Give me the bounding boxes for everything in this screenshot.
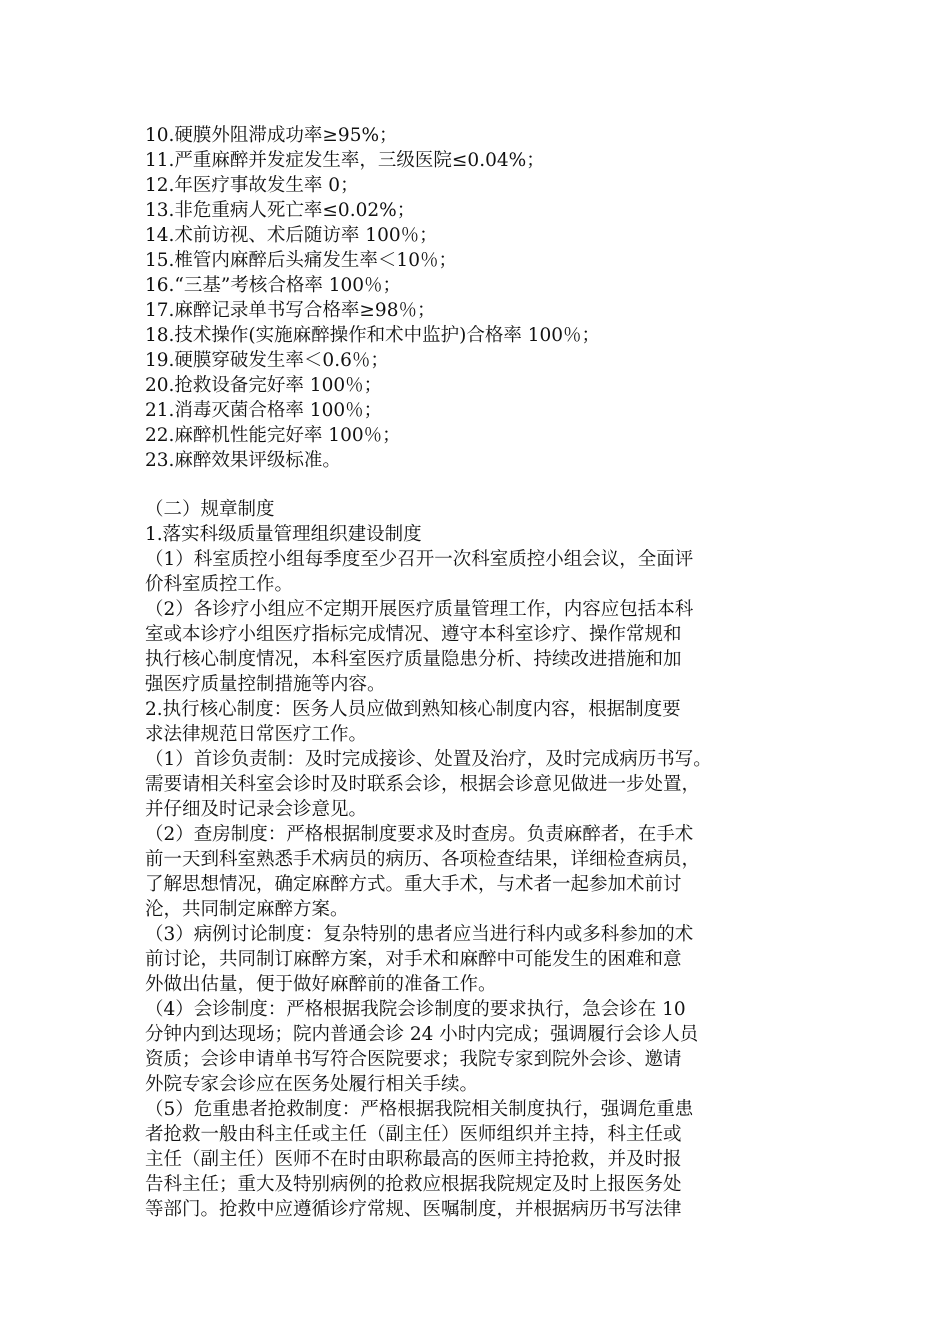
indicator-line-20: 20.抢救设备完好率 100％； — [145, 375, 383, 396]
rule-2-3-line-2: 前讨论，共同制订麻醉方案，对手术和麻醉中可能发生的困难和意 — [145, 949, 682, 970]
rule-2-1-line-3: 并仔细及时记录会诊意见。 — [145, 799, 368, 820]
section-gap — [145, 473, 845, 497]
rule-2-2-line-4: 沦，共同制定麻醉方案。 — [145, 899, 349, 920]
indicator-line-21: 21.消毒灭菌合格率 100％； — [145, 400, 383, 421]
rule-2-5-line-1: （5）危重患者抢救制度：严格根据我院相关制度执行，强调危重患 — [145, 1099, 694, 1120]
rule-2-5-line-4: 告科主任；重大及特别病例的抢救应根据我院规定及时上报医务处 — [145, 1174, 682, 1195]
indicator-line-16: 16.“三基”考核合格率 100％； — [145, 275, 402, 296]
indicator-line-19: 19.硬膜穿破发生率＜0.6％； — [145, 350, 389, 371]
rule-2-2-line-3: 了解思想情况，确定麻醉方式。重大手术，与术者一起参加术前讨 — [145, 874, 682, 895]
rule-2-4-line-2: 分钟内到达现场；院内普通会诊 24 小时内完成；强调履行会诊人员 — [145, 1024, 699, 1045]
rule-2-heading-line-2: 求法律规范日常医疗工作。 — [145, 724, 368, 745]
indicator-line-12: 12.年医疗事故发生率 0； — [145, 175, 359, 196]
rule-2-1-line-1: （1）首诊负责制：及时完成接诊、处置及治疗，及时完成病历书写。 — [145, 749, 712, 770]
rule-1-1-line-2: 价科室质控工作。 — [145, 574, 294, 595]
indicator-line-11: 11.严重麻醉并发症发生率，三级医院≤0.04%； — [145, 150, 545, 171]
rule-2-4-line-1: （4）会诊制度：严格根据我院会诊制度的要求执行，急会诊在 10 — [145, 999, 686, 1020]
rule-2-2-line-2: 前一天到科室熟悉手术病员的病历、各项检查结果，详细检查病员， — [145, 849, 701, 870]
rule-2-3-line-1: （3）病例讨论制度：复杂特别的患者应当进行科内或多科参加的术 — [145, 924, 694, 945]
rule-2-5-line-3: 主任（副主任）医师不在时由职称最高的医师主持抢救，并及时报 — [145, 1149, 682, 1170]
document-body — [145, 123, 845, 1222]
indicator-line-22: 22.麻醉机性能完好率 100％； — [145, 425, 401, 446]
rule-2-4-line-3: 资质；会诊申请单书写符合医院要求；我院专家到院外会诊、邀请 — [145, 1049, 682, 1070]
indicator-line-18: 18.技术操作(实施麻醉操作和术中监护)合格率 100％； — [145, 325, 601, 346]
rule-2-5-line-2: 者抢救一般由科主任或主任（副主任）医师组织并主持，科主任或 — [145, 1124, 682, 1145]
rule-2-5-line-5: 等部门。抢救中应遵循诊疗常规、医嘱制度，并根据病历书写法律 — [145, 1199, 682, 1220]
rule-2-4-line-4: 外院专家会诊应在医务处履行相关手续。 — [145, 1074, 479, 1095]
rule-2-1-line-2: 需要请相关科室会诊时及时联系会诊，根据会诊意见做进一步处置， — [145, 774, 701, 795]
indicator-line-15: 15.椎管内麻醉后头痛发生率＜10％； — [145, 250, 457, 271]
rule-1-2-line-3: 执行核心制度情况，本科室医疗质量隐患分析、持续改进措施和加 — [145, 649, 682, 670]
rule-1-heading: 1.落实科级质量管理组织建设制度 — [145, 524, 422, 545]
rule-1-2-line-1: （2）各诊疗小组应不定期开展医疗质量管理工作，内容应包括本科 — [145, 599, 694, 620]
rule-1-1-line-1: （1）科室质控小组每季度至少召开一次科室质控小组会议，全面评 — [145, 549, 694, 570]
indicator-line-13: 13.非危重病人死亡率≤0.02%； — [145, 200, 416, 221]
indicator-line-14: 14.术前访视、术后随访率 100％； — [145, 225, 438, 246]
rule-1-2-line-4: 强医疗质量控制措施等内容。 — [145, 674, 386, 695]
section-heading: （二）规章制度 — [145, 499, 275, 520]
rule-1-2-line-2: 室或本诊疗小组医疗指标完成情况、遵守本科室诊疗、操作常规和 — [145, 624, 682, 645]
rule-2-2-line-1: （2）查房制度：严格根据制度要求及时查房。负责麻醉者，在手术 — [145, 824, 694, 845]
indicator-line-23: 23.麻醉效果评级标准。 — [145, 450, 341, 471]
rule-2-heading-line-1: 2.执行核心制度：医务人员应做到熟知核心制度内容，根据制度要 — [145, 699, 681, 720]
indicator-line-17: 17.麻醉记录单书写合格率≥98％； — [145, 300, 436, 321]
indicator-line-10: 10.硬膜外阻滞成功率≥95%； — [145, 125, 398, 146]
rule-2-3-line-3: 外做出估量，便于做好麻醉前的准备工作。 — [145, 974, 497, 995]
